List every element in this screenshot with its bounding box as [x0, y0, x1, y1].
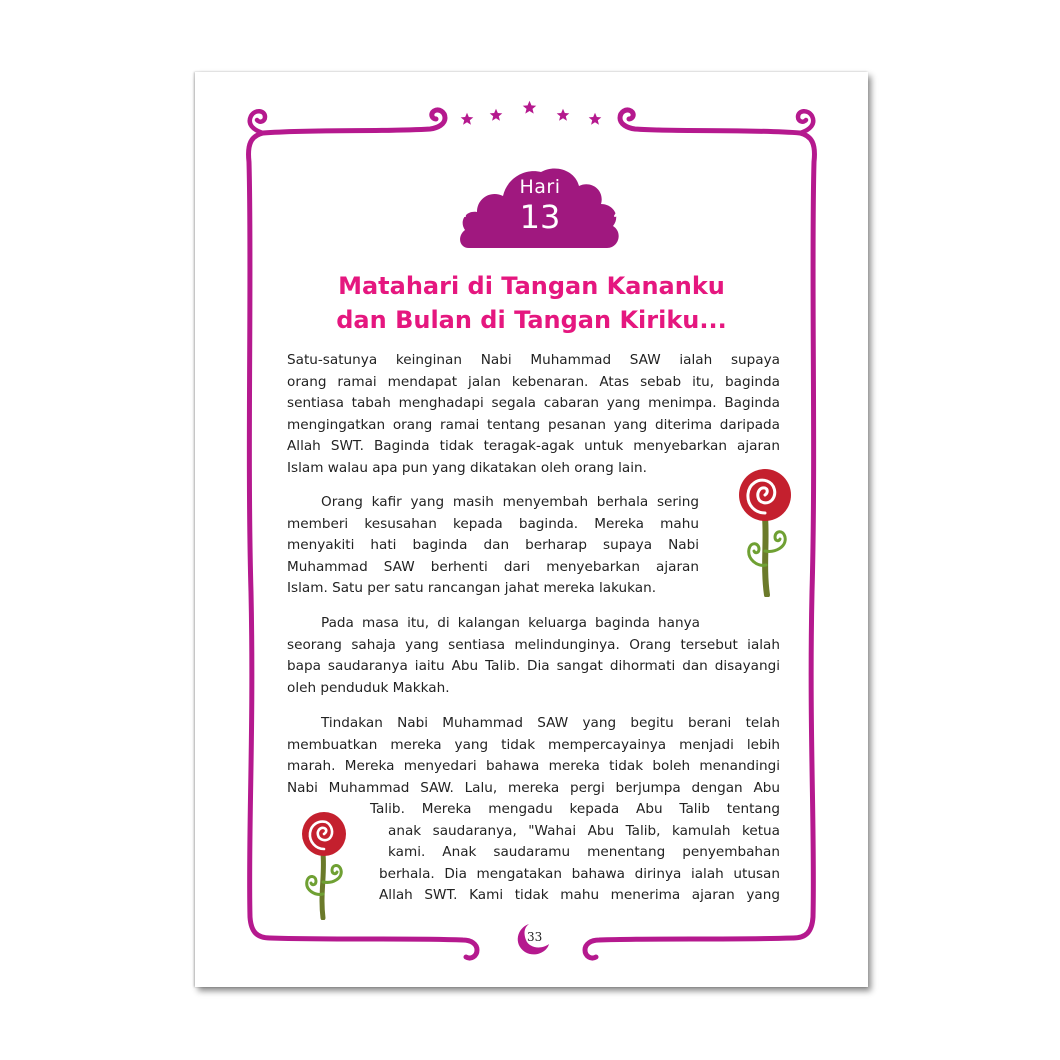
paragraph-1 — [287, 350, 780, 479]
text-line: Islam walau apa pun yang dikatakan oleh orang lain. — [287, 459, 647, 476]
text-line: Islam. Satu per satu rancangan jahat mereka lakukan. — [287, 580, 657, 596]
page-title-line-1: Matahari di Tangan Kananku — [338, 272, 725, 300]
text-line: membuatkan mereka yang tidak mempercayainya menjadi lebih — [287, 736, 780, 753]
text-line: Tindakan Nabi Muhammad SAW yang begitu berani telah — [321, 715, 780, 731]
paragraph-2 — [287, 492, 699, 600]
star-icon — [588, 112, 602, 126]
day-badge — [457, 160, 623, 250]
star-icon — [522, 100, 537, 115]
text-line: Allah SWT. Baginda tidak teragak-agak untuk menyebarkan ajaran — [287, 438, 780, 454]
page-number: 33 — [527, 930, 543, 944]
spiral-flower-icon — [293, 810, 358, 920]
text-line: Satu-satunya keinginan Nabi Muhammad SAW ialah supaya — [287, 352, 780, 368]
text-line: mengingatkan orang ramai tentang pesanan yang diterima daripada — [287, 416, 780, 433]
day-number: 13 — [519, 198, 561, 236]
text-line: Pada masa itu, di kalangan keluarga baginda hanya — [321, 615, 700, 631]
star-icon — [460, 112, 474, 126]
spiral-flower-icon — [727, 467, 802, 597]
text-line: anak saudaranya, "Wahai Abu Talib, kamulah ketua — [388, 822, 780, 839]
text-line: berhala. Dia mengatakan bahawa dirinya ialah utusan — [379, 865, 780, 882]
paragraph-4-continued — [370, 799, 780, 907]
star-icon — [489, 108, 503, 122]
text-line: Nabi Muhammad SAW. Lalu, mereka pergi berjumpa dengan Abu — [287, 779, 780, 796]
text-line: bapa saudaranya iaitu Abu Talib. Dia sangat dihormati dan disayangi — [287, 658, 780, 674]
text-line: oleh penduduk Makkah. — [287, 679, 450, 696]
book-page — [195, 72, 868, 987]
text-line: kami. Anak saudaramu menentang penyembahan — [388, 844, 780, 860]
text-line: Muhammad SAW berhenti dari menyebarkan ajaran — [287, 558, 699, 575]
text-line: Allah SWT. Kami tidak mahu menerima ajaran yang — [379, 887, 780, 903]
star-icon — [556, 108, 570, 122]
paragraph-4 — [287, 713, 780, 799]
text-line: marah. Mereka menyedari bahawa mereka tidak boleh menandingi — [287, 758, 780, 774]
text-line: Orang kafir yang masih menyembah berhala sering — [321, 494, 699, 510]
text-line: memberi kesusahan kepada baginda. Mereka mahu — [287, 515, 699, 532]
text-line: menyakiti hati baginda dan berharap supaya Nabi — [287, 537, 699, 553]
text-line: Talib. Mereka mengadu kepada Abu Talib tentang — [370, 801, 780, 817]
paragraph-3 — [287, 613, 780, 699]
page-title-line-2: dan Bulan di Tangan Kiriku... — [336, 306, 727, 334]
text-line: orang ramai mendapat jalan kebenaran. Atas sebab itu, baginda — [287, 373, 780, 390]
badge-label: Hari — [519, 176, 561, 198]
text-line: sentiasa tabah menghadapi segala cabaran yang menimpa. Baginda — [287, 395, 780, 411]
text-line: seorang sahaja yang sentiasa melindunginya. Orang tersebut ialah — [287, 636, 780, 653]
